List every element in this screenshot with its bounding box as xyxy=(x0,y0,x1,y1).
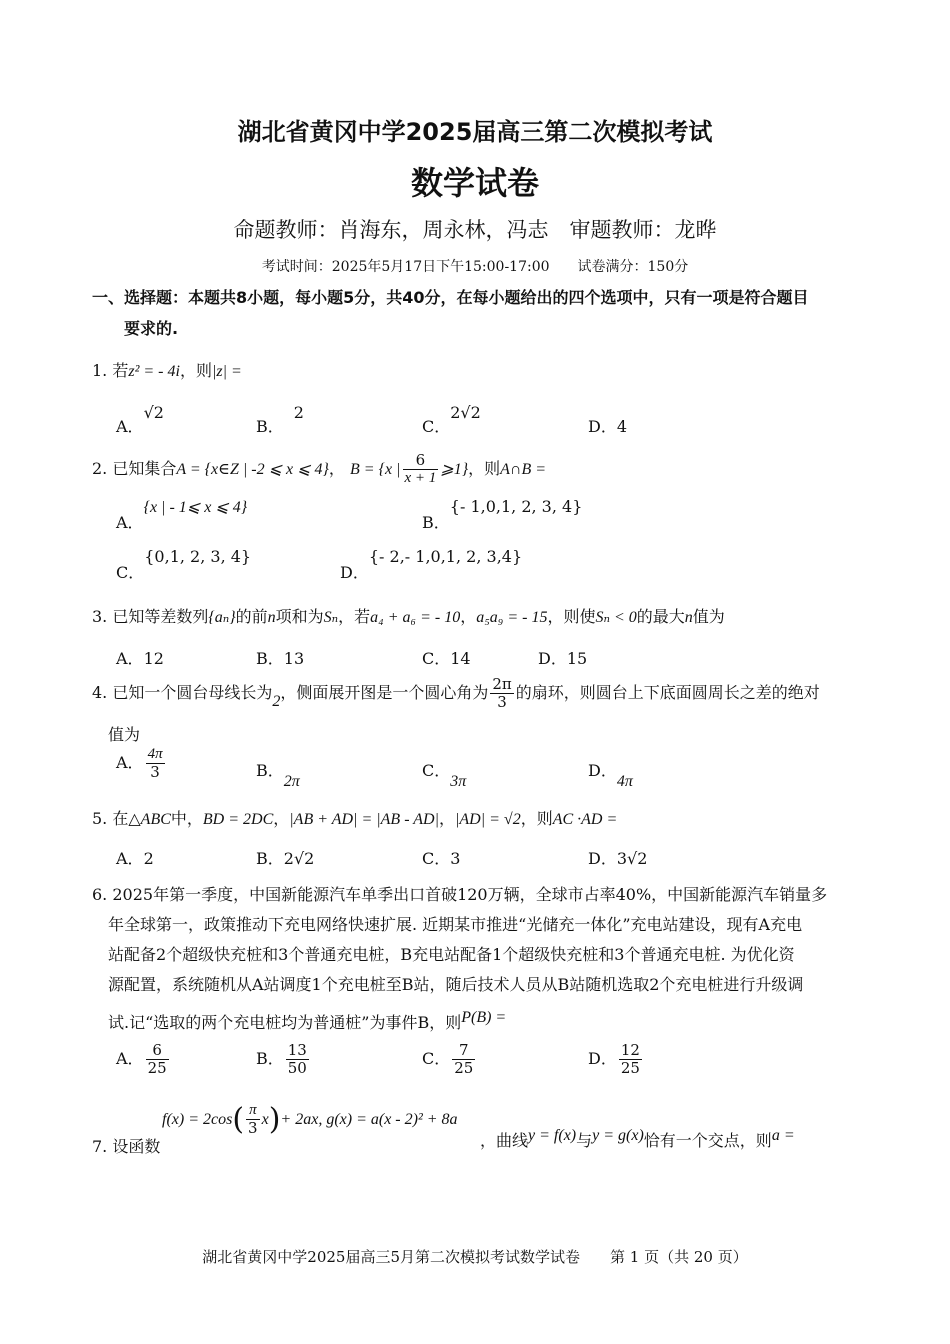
exam-info: 考试时间：2025年5月17日下午15:00-17:00 试卷满分：150分 xyxy=(261,259,689,275)
question-6-line-1: 6. 2025年第一季度，中国新能源汽车单季出口首破120万辆，全球市占率40%，中国新能源汽车销量多 xyxy=(92,885,828,904)
exam-title: 湖北省黄冈中学2025届高三第二次模拟考试 xyxy=(237,118,713,146)
question-2-option-a: A．{x | - 1⩽ x ⩽ 4} xyxy=(116,499,248,532)
exam-subtitle: 数学试卷 xyxy=(410,164,539,202)
question-2-option-d: D．{- 2,- 1,0,1, 2, 3,4} xyxy=(340,547,523,582)
teachers-line: 命题教师：肖海东，周永林，冯志 审题教师：龙晔 xyxy=(233,218,717,242)
question-2-stem: 2. 已知集合A = {x∈Z | -2 ⩽ x ⩽ 4}， B = {x | $\frac{6}{x + 1}$ ⩾1}，则A∩B = xyxy=(92,451,547,486)
question-4-option-b: B．2π xyxy=(256,761,300,790)
question-3-stem: 3. 已知等差数列{aₙ}的前n项和为Sₙ，若a₄ + a₆ = - 10，a₅a₉ = - 15，则使Sₙ < 0的最大n值为 xyxy=(92,607,725,626)
section-heading: 一、选择题：本题共8小题，每小题5分，共40分，在每小题给出的四个选项中，只有一项是符合题目 xyxy=(92,288,809,307)
question-4-option-c: C．3π xyxy=(422,761,467,790)
question-6-option-c: C． $\frac{7}{25}$ xyxy=(422,1041,474,1077)
question-1-option-c: C．2√2 xyxy=(422,403,481,436)
question-5-stem: 5. 在△ABC中，BD = 2DC，|AB + AD| = |AB - AD|，|AD| = √2，则AC ·AD = xyxy=(92,809,618,828)
question-6-line-4: 源配置，系统随机从A站调度1个充电桩至B站，随后技术人员从B站随机选取2个充电桩进行升级调 xyxy=(108,975,804,994)
question-4-option-a: A． $\frac{4\pi}{3}$ xyxy=(116,746,163,781)
question-1-option-a: A．√2 xyxy=(116,403,164,436)
question-7-function-def: f(x) = 2cos( $\frac{\pi}{3}$ x)+ 2ax, g(x) = a(x - 2)² + 8a xyxy=(162,1102,458,1137)
question-4-stem: 4. 已知一个圆台母线长为2，侧面展开图是一个圆心角为 $\frac{2\pi}{3}$ 的扇环，则圆台上下底面圆周长之差的绝对 xyxy=(92,675,820,711)
question-5-option-a: A．2 xyxy=(116,849,154,868)
question-3-option-a: A．12 xyxy=(116,649,164,668)
question-4-stem-cont: 值为 xyxy=(108,725,141,744)
question-3-option-d: D．15 xyxy=(538,649,588,668)
question-3-option-c: C．14 xyxy=(422,649,471,668)
question-3-option-b: B．13 xyxy=(256,649,305,668)
question-1-option-d: D．4 xyxy=(588,417,628,436)
question-5-option-d: D．3√2 xyxy=(588,849,648,868)
question-5-option-c: C．3 xyxy=(422,849,461,868)
question-6-option-d: D． $\frac{12}{25}$ xyxy=(588,1041,640,1077)
question-6-line-5: 试.记“选取的两个充电桩均为普通桩”为事件B，则P(B) = xyxy=(108,1009,507,1032)
question-1-stem: 1. 若z² = - 4i，则|z| = xyxy=(92,361,242,380)
question-4-option-d: D．4π xyxy=(588,761,633,790)
question-7-stem-label: 7. 设函数 xyxy=(92,1137,161,1156)
section-heading-cont: 要求的. xyxy=(124,319,179,338)
question-6-line-2: 年全球第一，政策推动下充电网络快速扩展. 近期某市推进“光储充一体化”充电站建设，现有A充电 xyxy=(108,915,803,934)
question-6-option-b: B． $\frac{13}{50}$ xyxy=(256,1041,307,1077)
question-6-line-3: 站配备2个超级快充桩和3个普通充电桩，B充电站配备1个超级快充桩和3个普通充电桩. 为优化资 xyxy=(108,945,795,964)
question-7-stem-rest: ，曲线y = f(x)与y = g(x)恰有一个交点，则a = xyxy=(480,1127,795,1150)
question-2-option-b: B．{- 1,0,1, 2, 3, 4} xyxy=(422,497,583,532)
page-footer: 湖北省黄冈中学2025届高三5月第二次模拟考试数学试卷 第 1 页（共 20 页） xyxy=(202,1248,748,1266)
question-1-option-b: B．2 xyxy=(256,403,304,436)
question-2-option-c: C．{0,1, 2, 3, 4} xyxy=(116,547,252,582)
question-6-option-a: A． $\frac{6}{25}$ xyxy=(116,1041,167,1077)
question-5-option-b: B．2√2 xyxy=(256,849,315,868)
